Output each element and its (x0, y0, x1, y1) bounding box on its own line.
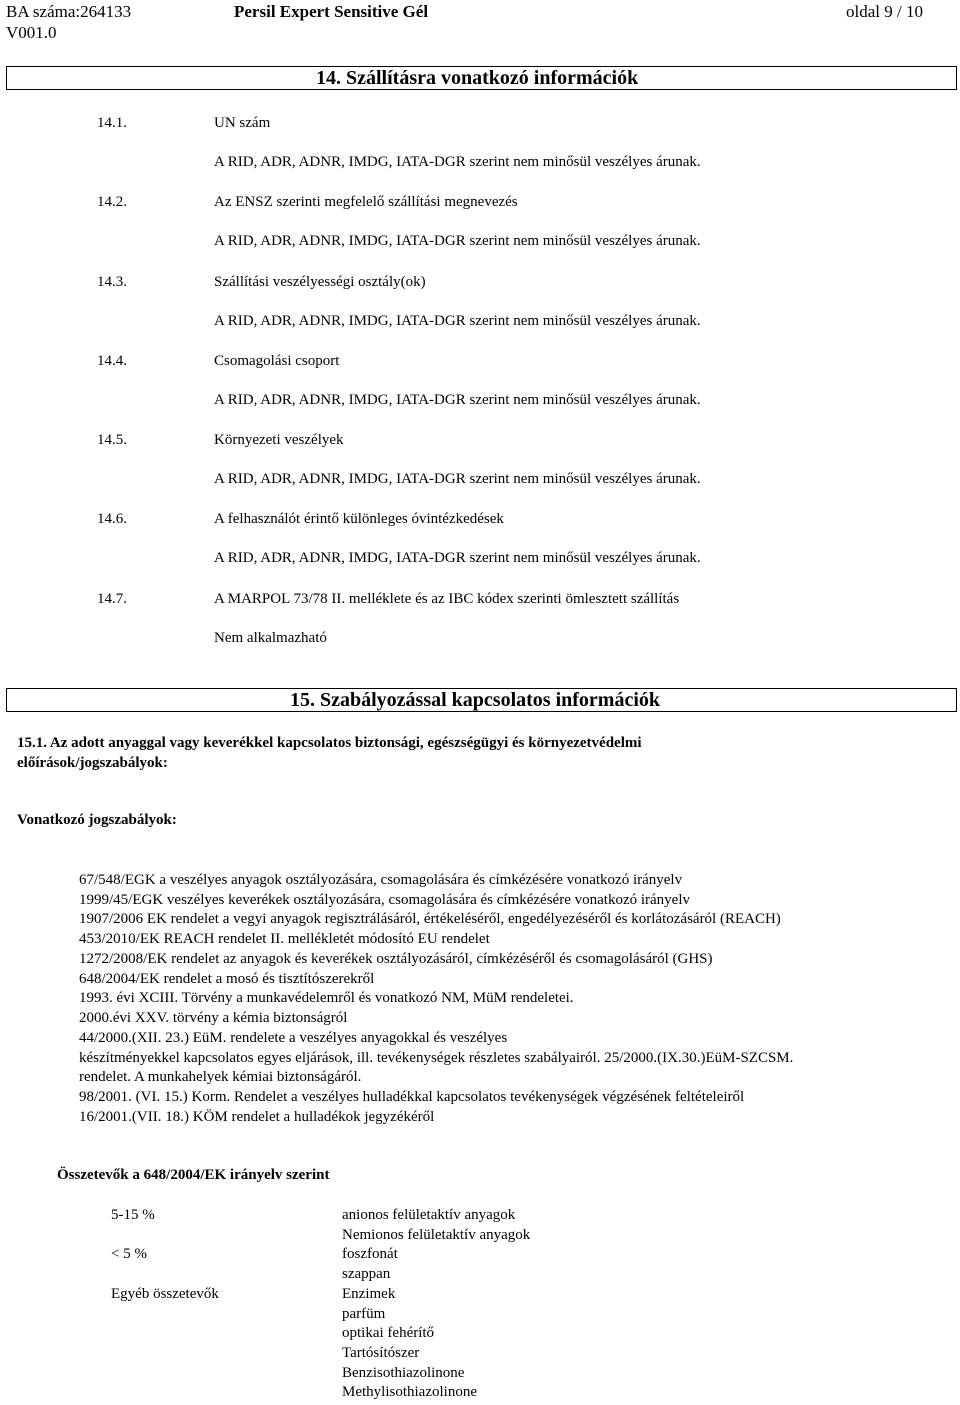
product-name: Persil Expert Sensitive Gél (234, 2, 429, 21)
ingredient-name: Enzimek (342, 1286, 396, 1302)
regulation-line: 1907/2006 EK rendelet a vegyi anyagok regisztrálásáról, értékeléséről, engedélyezéséről és korlátozásáról (REACH) (79, 911, 781, 927)
section-14-title: 14. Szállításra vonatkozó információk (316, 67, 639, 89)
subsection-15-1-line2: előírások/jogszabályok: (17, 755, 168, 771)
regulation-line: 1999/45/EGK veszélyes keverékek osztályozására, csomagolására és címkézésére vonatkozó irányelv (79, 892, 690, 908)
item-heading: Az ENSZ szerinti megfelelő szállítási megnevezés (214, 194, 518, 210)
item-heading: Környezeti veszélyek (214, 432, 344, 448)
regulation-line: 1272/2008/EK rendelet az anyagok és keverékek osztályozásáról, címkézéséről és csomagolásáról (GHS) (79, 951, 713, 967)
ingredient-name: optikai fehérítő (342, 1325, 435, 1341)
subsection-15-1-line1: 15.1. Az adott anyaggal vagy keverékkel kapcsolatos biztonsági, egészségügyi és környezetvédelmi (17, 735, 642, 751)
regulation-line: 2000.évi XXV. törvény a kémia biztonságról (79, 1010, 348, 1026)
item-text: A RID, ADR, ADNR, IMDG, IATA-DGR szerint nem minősül veszélyes árunak. (214, 550, 701, 566)
item-text: A RID, ADR, ADNR, IMDG, IATA-DGR szerint nem minősül veszélyes árunak. (214, 313, 701, 329)
ingredient-name: anionos felületaktív anyagok (342, 1207, 516, 1223)
ingredient-name: szappan (342, 1266, 391, 1282)
ingredient-name: foszfonát (342, 1246, 398, 1262)
regulation-line: 1993. évi XCIII. Törvény a munkavédelemről és vonatkozó NM, MüM rendeletei. (79, 990, 574, 1006)
ingredient-name: Tartósítószer (342, 1345, 420, 1361)
item-number: 14.3. (97, 274, 127, 290)
ingredient-name: Methylisothiazolinone (342, 1384, 477, 1400)
item-heading: A MARPOL 73/78 II. melléklete és az IBC kódex szerinti ömlesztett szállítás (214, 591, 680, 607)
item-text: Nem alkalmazható (214, 630, 327, 646)
item-number: 14.5. (97, 432, 127, 448)
item-heading: Csomagolási csoport (214, 353, 340, 369)
ingredient-percentage: 5-15 % (111, 1207, 155, 1223)
item-text: A RID, ADR, ADNR, IMDG, IATA-DGR szerint nem minősül veszélyes árunak. (214, 154, 701, 170)
regulation-line: 648/2004/EK rendelet a mosó és tisztítószerekről (79, 971, 375, 987)
item-text: A RID, ADR, ADNR, IMDG, IATA-DGR szerint nem minősül veszélyes árunak. (214, 233, 701, 249)
regulation-line: rendelet. A munkahelyek kémiai biztonságáról. (79, 1069, 362, 1085)
version: V001.0 (6, 23, 57, 42)
regulation-line: 44/2000.(XII. 23.) EüM. rendelete a veszélyes anyagokkal és veszélyes (79, 1030, 508, 1046)
ingredients-heading: Összetevők a 648/2004/EK irányelv szerint (57, 1167, 330, 1183)
regulations-heading: Vonatkozó jogszabályok: (17, 812, 177, 828)
page-number: oldal 9 / 10 (846, 2, 923, 21)
item-text: A RID, ADR, ADNR, IMDG, IATA-DGR szerint nem minősül veszélyes árunak. (214, 471, 701, 487)
item-heading: Szállítási veszélyességi osztály(ok) (214, 274, 426, 290)
item-text: A RID, ADR, ADNR, IMDG, IATA-DGR szerint nem minősül veszélyes árunak. (214, 392, 701, 408)
ingredient-name: Benzisothiazolinone (342, 1365, 465, 1381)
ingredient-name: Nemionos felületaktív anyagok (342, 1227, 531, 1243)
regulation-line: készítményekkel kapcsolatos egyes eljárások, ill. tevékenységek részletes szabályairól. 25/2000.(IX.30.)EüM-SZCSM. (79, 1050, 794, 1066)
item-number: 14.1. (97, 115, 127, 131)
ingredient-percentage: < 5 % (111, 1246, 147, 1262)
regulation-line: 67/548/EGK a veszélyes anyagok osztályozására, csomagolására és címkézésére vonatkozó irányelv (79, 872, 683, 888)
regulation-line: 453/2010/EK REACH rendelet II. mellékletét módosító EU rendelet (79, 931, 490, 947)
item-number: 14.7. (97, 591, 127, 607)
item-number: 14.2. (97, 194, 127, 210)
item-heading: UN szám (214, 115, 271, 131)
item-number: 14.6. (97, 511, 127, 527)
ingredient-percentage: Egyéb összetevők (111, 1286, 219, 1302)
regulation-line: 16/2001.(VII. 18.) KÖM rendelet a hulladékok jegyzékéről (79, 1109, 435, 1125)
item-number: 14.4. (97, 353, 127, 369)
ingredient-name: parfüm (342, 1306, 386, 1322)
section-15-title: 15. Szabályozással kapcsolatos információk (290, 689, 661, 711)
regulation-line: 98/2001. (VI. 15.) Korm. Rendelet a veszélyes hulladékkal kapcsolatos tevékenységek végzésének feltételeiről (79, 1089, 745, 1105)
ba-number: BA száma:264133 (6, 2, 132, 21)
item-heading: A felhasználót érintő különleges óvintézkedések (214, 511, 504, 527)
